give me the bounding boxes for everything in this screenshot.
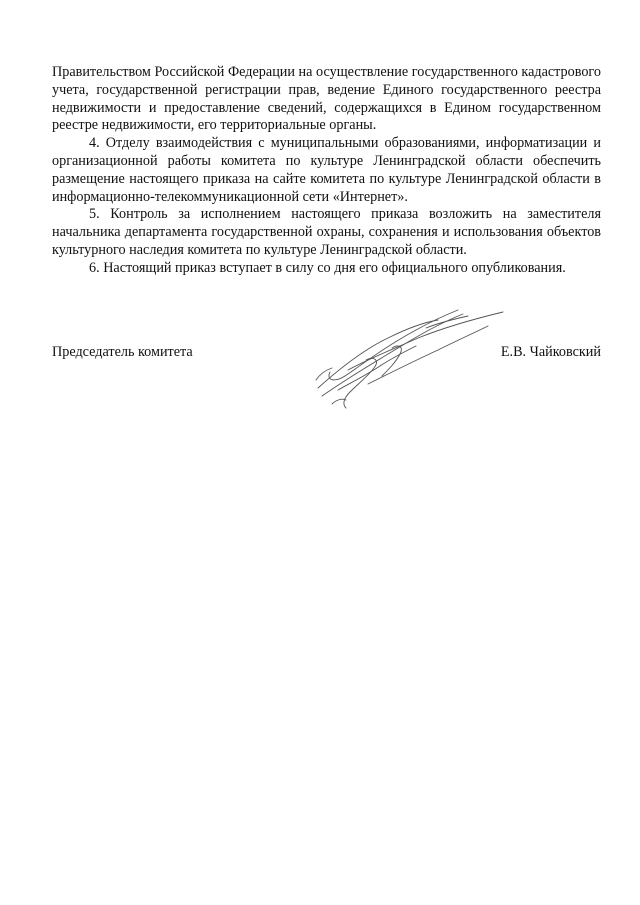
signatory-role: Председатель комитета — [52, 344, 193, 360]
document-body — [52, 64, 601, 278]
signatory-name: Е.В. Чайковский — [500, 344, 601, 360]
paragraph-item-6: 6. Настоящий приказ вступает в силу со дня его официального опубликования. — [89, 259, 566, 276]
paragraph-item-4: 4. Отделу взаимодействия с муниципальными образованиями, информатизации и организационной работы комитета по культуре Ленинградской области обеспечить размещение настоящего приказа на сайте комитета по культуре Ленинградской области в информационно-телекоммуникационной сети «Интернет». — [52, 135, 601, 205]
handwritten-signature — [308, 300, 508, 415]
paragraph-item-5: 5. Контроль за исполнением настоящего приказа возложить на заместителя начальника департамента государственной охраны, сохранения и использования объектов культурного наследия комитета по культуре Ленинградской области. — [52, 206, 601, 258]
paragraph-continuation: Правительством Российской Федерации на осуществление государственного кадастрового учета, государственной регистрации прав, ведение Единого государственного реестра недвижимости и предоставление сведений, содержащихся в Едином государственном реестре недвижимости, его территориальные органы. — [52, 64, 601, 134]
